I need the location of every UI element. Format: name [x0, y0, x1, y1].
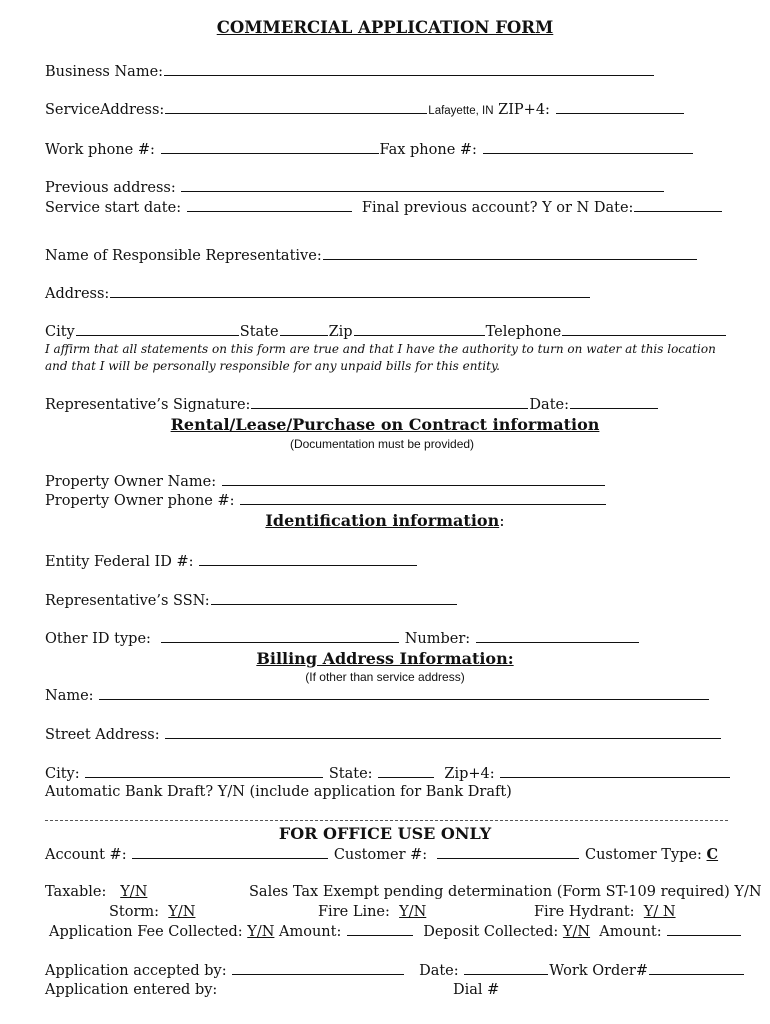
- previous-address-label: Previous address:: [45, 180, 176, 196]
- final-previous-label: Final previous account? Y or N Date:: [361, 200, 634, 216]
- fire-hydrant-group: [534, 903, 676, 921]
- accepted-row: [45, 961, 745, 980]
- federal-id-field[interactable]: [199, 552, 417, 566]
- storm-label: Storm:: [109, 904, 160, 920]
- office-divider: [45, 820, 728, 821]
- service-address-field[interactable]: [165, 100, 427, 114]
- accepted-date-label: Date:: [419, 963, 459, 979]
- number-field[interactable]: [476, 629, 639, 643]
- telephone-field[interactable]: [562, 322, 726, 336]
- federal-id-row: [45, 552, 418, 571]
- deposit-yn[interactable]: Y/N: [562, 924, 591, 940]
- state-field[interactable]: [280, 322, 328, 336]
- city-state-label: Lafayette, IN: [428, 105, 494, 117]
- taxable-yn[interactable]: Y/N: [120, 884, 148, 900]
- rep-ssn-field[interactable]: [211, 591, 457, 605]
- entered-by-label: Application entered by:: [45, 982, 218, 998]
- previous-address-row: [45, 178, 665, 197]
- service-address-row: [45, 100, 685, 120]
- fire-line-label: Fire Line:: [318, 904, 390, 920]
- work-order-label: Work Order#: [549, 963, 649, 979]
- fire-line-yn[interactable]: Y/N: [399, 904, 427, 920]
- service-start-field[interactable]: [187, 198, 352, 212]
- customer-type-label: Customer Type:: [584, 847, 702, 863]
- zip4-label: ZIP+4:: [498, 102, 550, 118]
- work-phone-label: Work phone #:: [45, 142, 155, 158]
- phone-row: [45, 140, 694, 159]
- storm-yn[interactable]: Y/N: [168, 904, 196, 920]
- app-fee-amount-label: Amount:: [279, 924, 342, 940]
- rep-signature-label: Representative’s Signature:: [45, 397, 251, 413]
- app-fee-yn[interactable]: Y/N: [247, 924, 275, 940]
- address-label: Address:: [45, 286, 110, 302]
- previous-address-field[interactable]: [181, 178, 664, 192]
- identification-heading-text: Identification information: [265, 511, 500, 530]
- accepted-by-label: Application accepted by:: [45, 963, 227, 979]
- owner-phone-field[interactable]: [240, 491, 606, 505]
- business-name-label: Business Name:: [45, 64, 164, 80]
- rental-heading: Rental/Lease/Purchase on Contract information: [170, 415, 600, 434]
- fax-phone-label: Fax phone #:: [379, 142, 477, 158]
- account-field[interactable]: [132, 845, 328, 859]
- billing-name-field[interactable]: [99, 686, 709, 700]
- street-address-row: [45, 725, 722, 744]
- deposit-amount-label: Amount:: [599, 924, 662, 940]
- account-row: [45, 845, 718, 864]
- rep-ssn-label: Representative’s SSN:: [45, 593, 210, 609]
- other-id-row: [45, 629, 640, 648]
- resp-rep-label: Name of Responsible Representative:: [45, 248, 322, 264]
- app-fee-label: Application Fee Collected:: [49, 924, 243, 940]
- billing-zip4-label: Zip+4:: [444, 766, 495, 782]
- owner-phone-row: [45, 491, 607, 510]
- fax-phone-field[interactable]: [483, 140, 693, 154]
- billing-state-field[interactable]: [378, 764, 434, 778]
- street-address-label: Street Address:: [45, 727, 160, 743]
- office-heading: FOR OFFICE USE ONLY: [278, 824, 492, 843]
- app-fee-amount-field[interactable]: [347, 922, 413, 936]
- customer-field[interactable]: [437, 845, 579, 859]
- business-name-row: [45, 62, 655, 81]
- accepted-by-field[interactable]: [232, 961, 404, 975]
- resp-rep-field[interactable]: [323, 246, 697, 260]
- billing-city-row: [45, 764, 731, 783]
- accepted-date-field[interactable]: [464, 961, 548, 975]
- service-start-label: Service start date:: [45, 200, 182, 216]
- fire-hydrant-yn[interactable]: Y/ N: [643, 904, 676, 920]
- date-label: Date:: [529, 397, 569, 413]
- billing-name-label: Name:: [45, 688, 94, 704]
- billing-zip4-field[interactable]: [500, 764, 730, 778]
- city-row: [45, 322, 727, 341]
- state-label: State: [239, 324, 279, 340]
- owner-name-field[interactable]: [222, 472, 605, 486]
- other-id-field[interactable]: [161, 629, 399, 643]
- deposit-amount-field[interactable]: [667, 922, 741, 936]
- taxable-label: Taxable:: [45, 884, 107, 900]
- form-title: COMMERCIAL APPLICATION FORM: [216, 18, 554, 37]
- work-phone-field[interactable]: [161, 140, 379, 154]
- affirmation-text: I affirm that all statements on this form are true and that I have the authority to turn on water at this location and that I will be personally responsible for any unpaid bills for this entity.: [45, 342, 716, 373]
- signature-row: [45, 395, 659, 414]
- zip-field[interactable]: [354, 322, 485, 336]
- work-order-field[interactable]: [649, 961, 744, 975]
- taxable-row: [45, 883, 147, 901]
- billing-city-field[interactable]: [85, 764, 323, 778]
- billing-note: (If other than service address): [305, 670, 465, 684]
- billing-heading: Billing Address Information:: [256, 649, 514, 668]
- owner-name-label: Property Owner Name:: [45, 474, 217, 490]
- service-address-label: ServiceAddress:: [45, 102, 165, 118]
- street-address-field[interactable]: [165, 725, 721, 739]
- app-fee-row: [49, 922, 742, 941]
- city-label: City: [45, 324, 75, 340]
- number-label: Number:: [404, 631, 471, 647]
- rep-ssn-row: [45, 591, 458, 610]
- identification-heading: [0, 511, 770, 530]
- tax-exempt-text: Sales Tax Exempt pending determination (Form ST-109 required) Y/N: [249, 884, 762, 900]
- fire-hydrant-label: Fire Hydrant:: [534, 904, 635, 920]
- deposit-label: Deposit Collected:: [423, 924, 559, 940]
- federal-id-label: Entity Federal ID #:: [45, 554, 194, 570]
- telephone-label: Telephone: [485, 324, 562, 340]
- customer-label: Customer #:: [333, 847, 428, 863]
- final-previous-date-field[interactable]: [634, 198, 722, 212]
- dial-label: Dial #: [453, 982, 500, 998]
- service-start-row: [45, 198, 723, 217]
- resp-rep-row: [45, 246, 698, 265]
- address-row: [45, 284, 591, 303]
- rep-signature-field[interactable]: [251, 395, 528, 409]
- owner-phone-label: Property Owner phone #:: [45, 493, 235, 509]
- billing-name-row: [45, 686, 710, 705]
- bank-draft-text: Automatic Bank Draft? Y/N (include application for Bank Draft): [45, 784, 512, 800]
- other-id-label: Other ID type:: [45, 631, 151, 647]
- fire-line-group: [318, 903, 426, 921]
- identification-heading-colon: :: [499, 511, 505, 530]
- zip4-field[interactable]: [556, 100, 684, 114]
- storm-group: [109, 903, 195, 921]
- owner-name-row: [45, 472, 606, 491]
- address-field[interactable]: [110, 284, 590, 298]
- city-field[interactable]: [76, 322, 239, 336]
- business-name-field[interactable]: [164, 62, 654, 76]
- zip-label: Zip: [328, 324, 353, 340]
- billing-state-label: State:: [328, 766, 373, 782]
- billing-city-label: City:: [45, 766, 80, 782]
- rental-note: (Documentation must be provided): [289, 437, 475, 451]
- customer-type-value: C: [706, 846, 719, 863]
- date-field[interactable]: [570, 395, 658, 409]
- account-label: Account #:: [45, 847, 127, 863]
